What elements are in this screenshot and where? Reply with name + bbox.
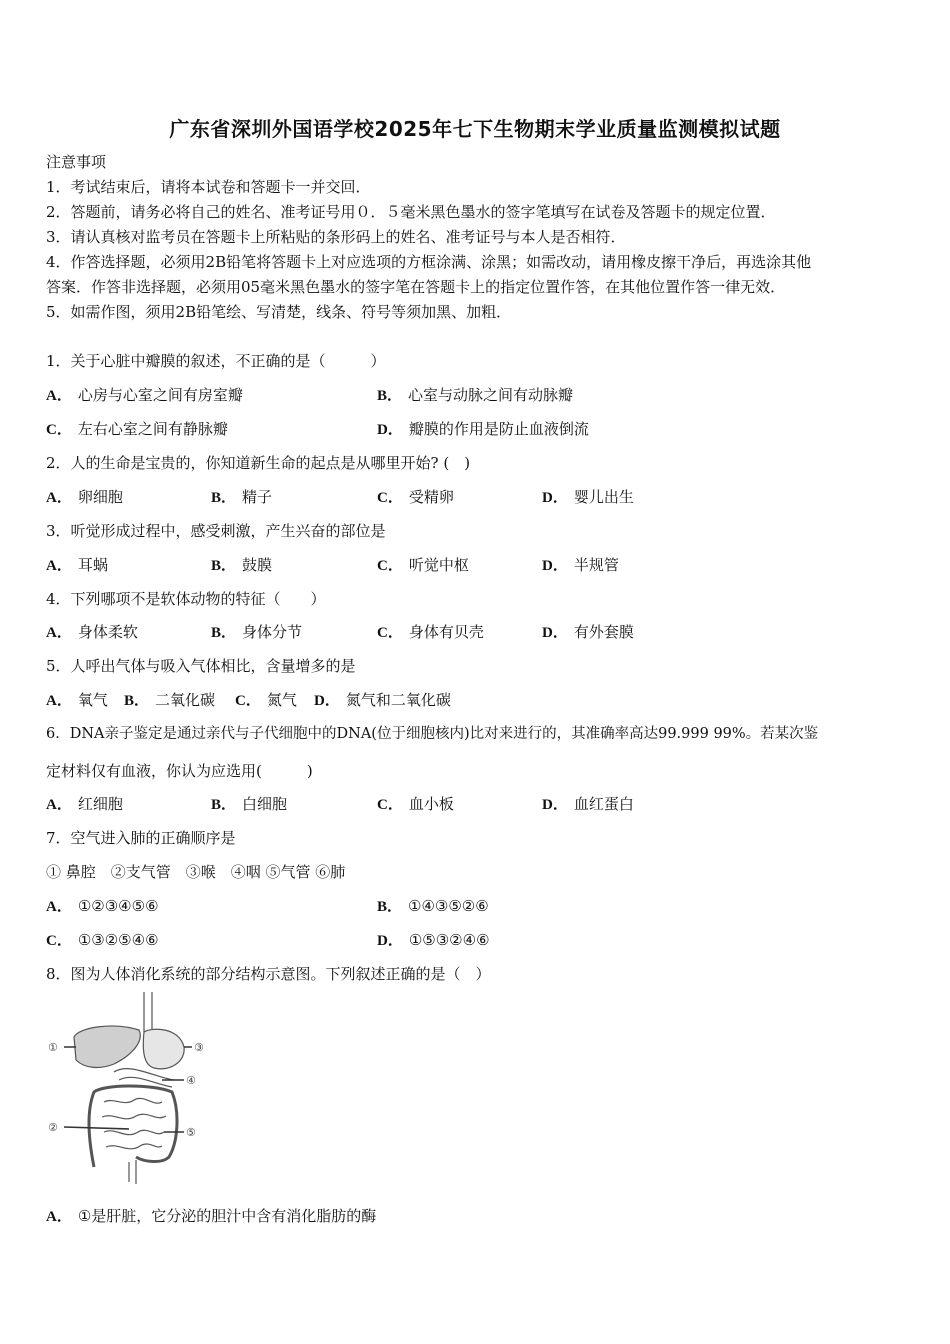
q6-option-d[interactable]: D． 血红蛋白 — [542, 795, 634, 813]
notice-heading: 注意事项 — [46, 153, 107, 171]
q7-option-d[interactable]: D． ①⑤③②④⑥ — [377, 931, 490, 949]
question-2-stem: 2．人的生命是宝贵的，你知道新生命的起点是从哪里开始? ( ) — [46, 454, 471, 472]
question-8-stem: 8．图为人体消化系统的部分结构示意图。下列叙述正确的是（ ） — [46, 965, 491, 983]
q2-option-c[interactable]: C． 受精卵 — [377, 488, 454, 506]
notice-item: 1．考试结束后，请将本试卷和答题卡一并交回． — [46, 178, 371, 196]
q3-option-d[interactable]: D． 半规管 — [542, 556, 619, 574]
rectum-shape — [129, 1160, 136, 1184]
question-6-stem-line1: 6．DNA亲子鉴定是通过亲代与子代细胞中的DNA(位于细胞核内)比对来进行的，其准确率高达99.999 99%。若某次鉴 — [46, 726, 819, 742]
q5-option-d[interactable]: D． 氮气和二氧化碳 — [314, 691, 451, 709]
question-1-stem: 1．关于心脏中瓣膜的叙述，不正确的是（ ） — [46, 352, 386, 370]
q5-option-a[interactable]: A． 氧气 — [46, 691, 108, 709]
notice-item: 3．请认真核对监考员在答题卡上所粘贴的条形码上的姓名、准考证号与本人是否相符． — [46, 228, 626, 246]
liver-shape — [74, 1026, 140, 1067]
question-7-sequence: ① 鼻腔 ②支气管 ③喉 ④咽 ⑤气管 ⑥肺 — [46, 863, 346, 881]
notice-item: 5．如需作图，须用2B铅笔绘、写清楚，线条、符号等须加黑、加粗． — [46, 303, 512, 321]
small-intestine-shape — [102, 1098, 166, 1148]
figure-label-5: ⑤ — [186, 1126, 196, 1139]
q5-option-c[interactable]: C． 氮气 — [235, 691, 297, 709]
digestive-system-figure — [44, 992, 219, 1187]
pancreas-shape — [114, 1069, 174, 1087]
q7-option-b[interactable]: B． ①④③⑤②⑥ — [377, 897, 489, 915]
question-6-stem-line2: 定材料仅有血液，你认为应选用( ) — [46, 762, 313, 780]
q2-option-b[interactable]: B． 精子 — [211, 488, 273, 506]
q1-option-d[interactable]: D． 瓣膜的作用是防止血液倒流 — [377, 420, 589, 438]
q7-option-c[interactable]: C． ①③②⑤④⑥ — [46, 931, 159, 949]
q4-option-a[interactable]: A． 身体柔软 — [46, 623, 138, 641]
figure-label-3: ③ — [194, 1041, 204, 1054]
q2-option-d[interactable]: D． 婴儿出生 — [542, 488, 634, 506]
esophagus-shape — [144, 992, 152, 1032]
q6-option-a[interactable]: A． 红细胞 — [46, 795, 123, 813]
figure-label-2: ② — [48, 1121, 58, 1134]
q1-option-b[interactable]: B． 心室与动脉之间有动脉瓣 — [377, 386, 574, 404]
figure-label-1: ① — [48, 1041, 58, 1054]
page-title: 广东省深圳外国语学校2025年七下生物期末学业质量监测模拟试题 — [169, 117, 781, 141]
q6-option-c[interactable]: C． 血小板 — [377, 795, 454, 813]
q3-option-a[interactable]: A． 耳蜗 — [46, 556, 108, 574]
notice-item: 答案．作答非选择题，必须用05毫米黑色墨水的签字笔在答题卡上的指定位置作答，在其他位置作答一律无效． — [46, 278, 786, 296]
question-3-stem: 3．听觉形成过程中，感受刺激，产生兴奋的部位是 — [46, 522, 386, 540]
q4-option-b[interactable]: B． 身体分节 — [211, 623, 303, 641]
question-5-stem: 5．人呼出气体与吸入气体相比，含量增多的是 — [46, 657, 356, 675]
q4-option-c[interactable]: C． 身体有贝壳 — [377, 623, 484, 641]
question-7-stem: 7．空气进入肺的正确顺序是 — [46, 829, 236, 847]
question-4-stem: 4．下列哪项不是软体动物的特征（ ） — [46, 590, 326, 608]
q6-option-b[interactable]: B． 白细胞 — [211, 795, 288, 813]
q8-option-a[interactable]: A． ①是肝脏，它分泌的胆汁中含有消化脂肪的酶 — [46, 1207, 377, 1225]
figure-label-4: ④ — [186, 1074, 196, 1087]
q4-option-d[interactable]: D． 有外套膜 — [542, 623, 634, 641]
q3-option-b[interactable]: B． 鼓膜 — [211, 556, 273, 574]
large-intestine-shape — [89, 1086, 177, 1167]
q1-option-c[interactable]: C． 左右心室之间有静脉瓣 — [46, 420, 228, 438]
q5-option-b[interactable]: B． 二氧化碳 — [124, 691, 216, 709]
stomach-shape — [143, 1029, 184, 1069]
q7-option-a[interactable]: A． ①②③④⑤⑥ — [46, 897, 159, 915]
q1-option-a[interactable]: A． 心房与心室之间有房室瓣 — [46, 386, 243, 404]
notice-item: 4．作答选择题，必须用2B铅笔将答题卡上对应选项的方框涂满、涂黑；如需改动，请用橡皮擦干净后，再选涂其他 — [46, 253, 812, 271]
q2-option-a[interactable]: A． 卵细胞 — [46, 488, 123, 506]
notice-item: 2．答题前，请务必将自己的姓名、准考证号用０．５毫米黑色墨水的签字笔填写在试卷及答题卡的规定位置． — [46, 203, 776, 221]
q3-option-c[interactable]: C． 听觉中枢 — [377, 556, 469, 574]
